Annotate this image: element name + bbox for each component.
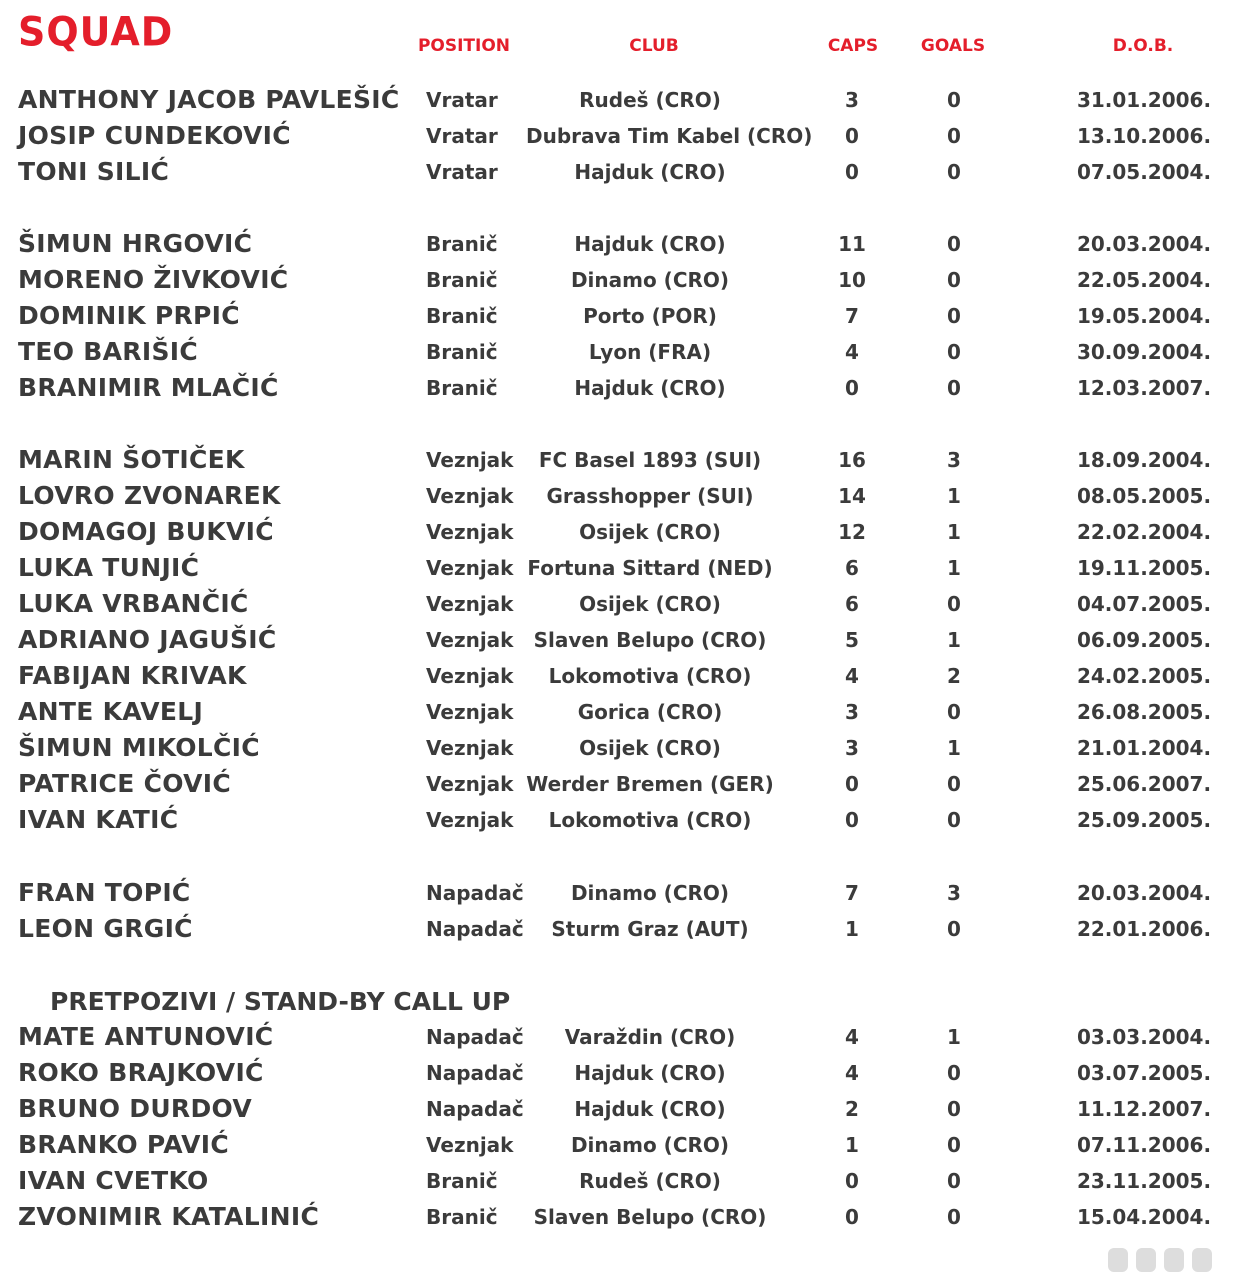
player-club: Slaven Belupo (CRO) [533,628,767,652]
player-name: MORENO ŽIVKOVIĆ [18,265,289,294]
player-dob: 03.03.2004. [1076,1025,1212,1049]
player-goals: 0 [947,1133,961,1157]
player-dob: 25.06.2007. [1076,772,1212,796]
player-row [0,911,1240,947]
player-row [0,875,1240,911]
player-club: Varaždin (CRO) [564,1025,736,1049]
player-position: Veznjak [426,808,514,832]
player-club: Lokomotiva (CRO) [548,808,752,832]
player-name: ŠIMUN MIKOLČIĆ [18,733,260,762]
player-name: LEON GRGIĆ [18,914,193,943]
player-position: Veznjak [426,772,514,796]
player-position: Napadač [426,1061,524,1085]
player-dob: 12.03.2007. [1076,376,1212,400]
player-row [0,1055,1240,1091]
player-club: Dubrava Tim Kabel (CRO) [526,124,813,148]
player-dob: 22.05.2004. [1076,268,1212,292]
player-goals: 0 [947,124,961,148]
player-name: DOMAGOJ BUKVIĆ [18,517,274,546]
player-caps: 7 [845,304,859,328]
player-goals: 0 [947,1097,961,1121]
player-goals: 1 [947,1025,961,1049]
player-club: Fortuna Sittard (NED) [527,556,773,580]
player-caps: 12 [838,520,866,544]
player-position: Branič [426,1169,498,1193]
player-row [0,1163,1240,1199]
player-caps: 0 [845,376,859,400]
watermark [1108,1246,1228,1274]
player-club: Hajduk (CRO) [574,1061,726,1085]
player-goals: 1 [947,520,961,544]
player-name: FABIJAN KRIVAK [18,661,247,690]
player-goals: 0 [947,1169,961,1193]
player-caps: 0 [845,160,859,184]
player-name: MATE ANTUNOVIĆ [18,1022,274,1051]
header-caps: CAPS [827,36,879,56]
player-caps: 4 [845,1061,859,1085]
player-row [0,766,1240,802]
player-row [0,1127,1240,1163]
player-club: Porto (POR) [583,304,717,328]
player-dob: 22.01.2006. [1076,917,1212,941]
player-goals: 1 [947,628,961,652]
player-name: FRAN TOPIĆ [18,878,191,907]
player-row [0,478,1240,514]
watermark-block [1164,1248,1184,1272]
player-goals: 0 [947,304,961,328]
player-position: Branič [426,376,498,400]
player-name: TEO BARIŠIĆ [18,337,198,366]
player-goals: 0 [947,592,961,616]
player-row [0,262,1240,298]
player-position: Veznjak [426,484,514,508]
player-dob: 20.03.2004. [1076,881,1212,905]
player-caps: 3 [845,88,859,112]
player-caps: 0 [845,124,859,148]
player-name: ROKO BRAJKOVIĆ [18,1058,264,1087]
player-goals: 0 [947,160,961,184]
player-name: LUKA VRBANČIĆ [18,589,249,618]
player-dob: 22.02.2004. [1076,520,1212,544]
player-club: Osijek (CRO) [579,520,721,544]
header-dob: D.O.B. [1112,36,1174,56]
player-position: Napadač [426,1097,524,1121]
player-name: ADRIANO JAGUŠIĆ [18,625,277,654]
player-goals: 0 [947,376,961,400]
player-caps: 3 [845,700,859,724]
player-goals: 0 [947,232,961,256]
player-caps: 0 [845,1205,859,1229]
watermark-block [1192,1248,1212,1272]
player-caps: 16 [838,448,866,472]
player-goals: 0 [947,340,961,364]
player-dob: 30.09.2004. [1076,340,1212,364]
player-row [0,550,1240,586]
player-row [0,298,1240,334]
player-name: LOVRO ZVONAREK [18,481,281,510]
player-club: Dinamo (CRO) [570,268,730,292]
player-name: ANTE KAVELJ [18,697,204,726]
player-club: Osijek (CRO) [579,736,721,760]
player-dob: 18.09.2004. [1076,448,1212,472]
player-caps: 3 [845,736,859,760]
player-position: Vratar [426,160,498,184]
player-goals: 0 [947,808,961,832]
player-row [0,802,1240,838]
player-caps: 5 [845,628,859,652]
player-dob: 25.09.2005. [1076,808,1212,832]
player-row [0,154,1240,190]
player-caps: 0 [845,808,859,832]
player-position: Branič [426,232,498,256]
player-position: Branič [426,268,498,292]
player-caps: 4 [845,664,859,688]
player-name: BRUNO DURDOV [18,1094,253,1123]
player-caps: 6 [845,556,859,580]
player-position: Branič [426,304,498,328]
player-position: Branič [426,340,498,364]
player-goals: 0 [947,1061,961,1085]
player-position: Vratar [426,88,498,112]
header-club: CLUB [629,36,679,56]
player-position: Veznjak [426,1133,514,1157]
player-name: PATRICE ČOVIĆ [18,769,231,798]
player-dob: 24.02.2005. [1076,664,1212,688]
player-goals: 0 [947,700,961,724]
player-position: Veznjak [426,664,514,688]
player-goals: 0 [947,268,961,292]
player-dob: 03.07.2005. [1076,1061,1212,1085]
player-club: Lokomotiva (CRO) [548,664,752,688]
player-club: Gorica (CRO) [577,700,723,724]
player-dob: 26.08.2005. [1076,700,1212,724]
player-dob: 13.10.2006. [1076,124,1212,148]
player-goals: 3 [947,881,961,905]
player-club: Lyon (FRA) [588,340,712,364]
player-goals: 1 [947,736,961,760]
player-club: Rudeš (CRO) [579,88,721,112]
standby-heading: PRETPOZIVI / STAND-BY CALL UP [50,987,511,1016]
player-dob: 19.05.2004. [1076,304,1212,328]
watermark-block [1136,1248,1156,1272]
player-name: IVAN KATIĆ [18,805,179,834]
player-row [0,370,1240,406]
watermark-block [1108,1248,1128,1272]
player-club: Hajduk (CRO) [574,1097,726,1121]
player-row [0,586,1240,622]
player-name: BRANIMIR MLAČIĆ [18,373,279,402]
player-name: DOMINIK PRPIĆ [18,301,240,330]
player-caps: 1 [845,917,859,941]
player-name: LUKA TUNJIĆ [18,553,200,582]
player-position: Veznjak [426,520,514,544]
player-row [0,694,1240,730]
player-dob: 21.01.2004. [1076,736,1212,760]
player-dob: 04.07.2005. [1076,592,1212,616]
player-row [0,1019,1240,1055]
player-row [0,658,1240,694]
player-row [0,118,1240,154]
player-position: Veznjak [426,448,514,472]
player-row [0,622,1240,658]
header-position: POSITION [417,36,511,56]
player-dob: 11.12.2007. [1076,1097,1212,1121]
player-club: Hajduk (CRO) [574,376,726,400]
player-club: Slaven Belupo (CRO) [533,1205,767,1229]
player-position: Napadač [426,917,524,941]
player-dob: 07.05.2004. [1076,160,1212,184]
player-caps: 7 [845,881,859,905]
header-goals: GOALS [920,36,986,56]
player-position: Veznjak [426,556,514,580]
player-caps: 0 [845,772,859,796]
player-dob: 19.11.2005. [1076,556,1212,580]
player-position: Vratar [426,124,498,148]
player-position: Veznjak [426,628,514,652]
player-caps: 4 [845,340,859,364]
player-dob: 08.05.2005. [1076,484,1212,508]
player-position: Veznjak [426,700,514,724]
player-dob: 15.04.2004. [1076,1205,1212,1229]
player-row [0,442,1240,478]
player-row [0,1091,1240,1127]
player-club: Osijek (CRO) [579,592,721,616]
player-caps: 1 [845,1133,859,1157]
player-position: Napadač [426,1025,524,1049]
player-name: ANTHONY JACOB PAVLEŠIĆ [18,85,400,114]
player-goals: 0 [947,88,961,112]
player-caps: 14 [838,484,866,508]
player-goals: 0 [947,1205,961,1229]
player-caps: 6 [845,592,859,616]
player-dob: 31.01.2006. [1076,88,1212,112]
player-row [0,334,1240,370]
player-club: FC Basel 1893 (SUI) [538,448,762,472]
player-goals: 1 [947,484,961,508]
player-caps: 2 [845,1097,859,1121]
player-name: JOSIP CUNDEKOVIĆ [18,121,291,150]
player-goals: 3 [947,448,961,472]
player-name: TONI SILIĆ [18,157,170,186]
player-goals: 1 [947,556,961,580]
player-dob: 23.11.2005. [1076,1169,1212,1193]
player-goals: 0 [947,917,961,941]
player-dob: 07.11.2006. [1076,1133,1212,1157]
player-goals: 2 [947,664,961,688]
player-row [0,82,1240,118]
player-name: MARIN ŠOTIČEK [18,445,245,474]
player-club: Dinamo (CRO) [570,881,730,905]
player-row [0,1199,1240,1235]
player-name: ZVONIMIR KATALINIĆ [18,1202,320,1231]
player-goals: 0 [947,772,961,796]
player-position: Veznjak [426,592,514,616]
player-caps: 11 [838,232,866,256]
player-club: Hajduk (CRO) [574,160,726,184]
player-club: Dinamo (CRO) [570,1133,730,1157]
player-name: BRANKO PAVIĆ [18,1130,230,1159]
player-row [0,730,1240,766]
player-position: Branič [426,1205,498,1229]
player-caps: 0 [845,1169,859,1193]
player-dob: 20.03.2004. [1076,232,1212,256]
player-caps: 4 [845,1025,859,1049]
player-club: Hajduk (CRO) [574,232,726,256]
player-row [0,226,1240,262]
player-caps: 10 [838,268,866,292]
player-club: Werder Bremen (GER) [526,772,774,796]
player-dob: 06.09.2005. [1076,628,1212,652]
player-position: Veznjak [426,736,514,760]
player-name: IVAN CVETKO [18,1166,209,1195]
player-club: Rudeš (CRO) [579,1169,721,1193]
player-row [0,514,1240,550]
player-position: Napadač [426,881,524,905]
player-club: Sturm Graz (AUT) [551,917,749,941]
player-name: ŠIMUN HRGOVIĆ [18,229,253,258]
player-club: Grasshopper (SUI) [546,484,754,508]
squad-title: SQUAD [18,8,174,56]
